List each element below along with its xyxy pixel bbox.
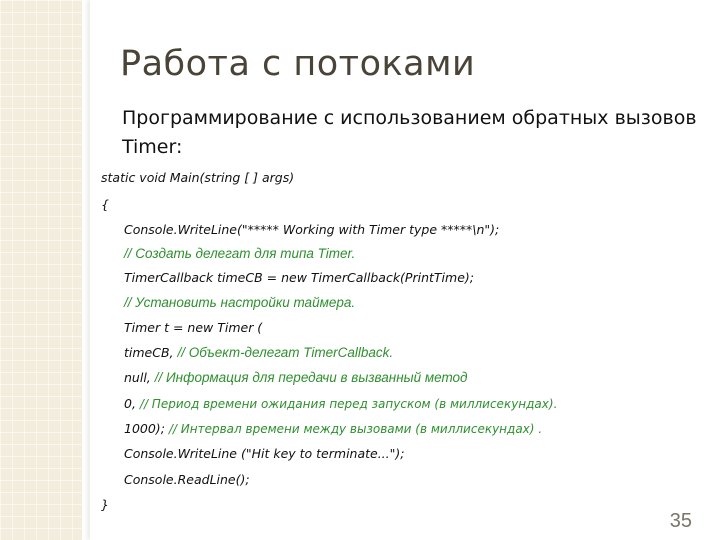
code-line (124, 246, 355, 261)
code-comment: // Создать делегат для типа Timer. (124, 246, 356, 261)
code-text: static void Main(string [ ] args) (101, 170, 295, 185)
code-comment: // Объект-делегат TimerCallback. (177, 345, 394, 360)
code-text: { (101, 197, 109, 212)
code-line (124, 270, 474, 285)
code-text: Timer t = new Timer ( (124, 320, 263, 335)
code-comment: // Установить настройки таймера. (124, 295, 356, 310)
code-text: 0, (124, 396, 140, 411)
code-text: TimerCallback timeCB = new TimerCallback(PrintTime); (124, 270, 474, 285)
code-line (101, 197, 109, 212)
code-text: timeCB, (124, 345, 178, 360)
code-line (124, 222, 499, 237)
page-number: 35 (669, 510, 692, 532)
code-line (124, 472, 250, 487)
code-line (124, 345, 393, 360)
code-line (124, 295, 355, 310)
code-comment: // Информация для передачи в вызванный метод (154, 370, 468, 385)
code-line (124, 421, 542, 436)
code-line (101, 170, 294, 185)
code-text: } (101, 497, 109, 512)
code-text: Console.WriteLine("***** Working with Timer type *****\n"); (124, 222, 500, 237)
code-text: null, (124, 370, 155, 385)
side-grid-pattern (0, 0, 82, 540)
code-line (101, 497, 109, 512)
code-line (124, 320, 262, 335)
slide-title: Работа с потоками (120, 44, 476, 84)
code-line (124, 446, 404, 461)
code-text: Console.ReadLine(); (124, 472, 250, 487)
code-text: 1000); (124, 421, 169, 436)
code-line (124, 396, 557, 411)
code-line (124, 370, 468, 385)
code-text: Console.WriteLine ("Hit key to terminate..."); (124, 446, 405, 461)
code-comment: // Интервал времени между вызовами (в миллисекундах) . (168, 422, 543, 436)
code-comment: // Период времени ожидания перед запуском (в миллисекундах). (139, 397, 558, 411)
slide-subtitle: Программирование с использованием обратных вызовов Timer: (122, 107, 697, 158)
